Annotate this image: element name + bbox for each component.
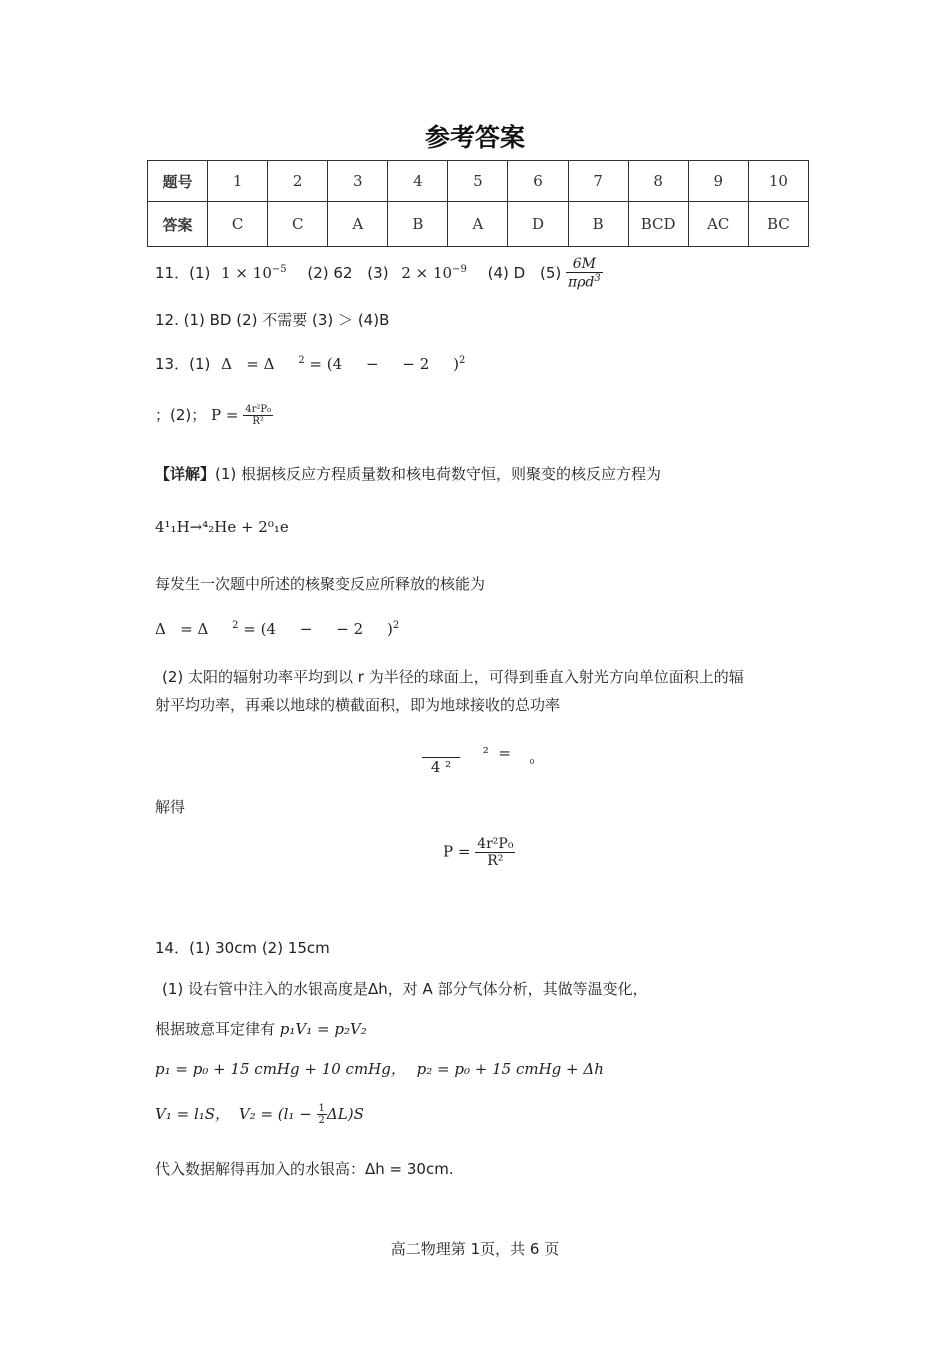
table-cell: B [388,202,448,247]
table-cell: 7 [568,161,628,202]
table-cell: A [328,202,388,247]
q13-answer: 13．(1) Δ = Δ $^2$ = (4 − − 2 )$^2$ [155,355,466,373]
q11-fraction: $\frac{6M}{\pi\rho d^3}$ [568,256,601,291]
table-header-answer: 答案 [148,202,208,247]
answer-table [147,160,809,247]
detail-line3a: (2) 太阳的辐射功率平均到以 r 为半径的球面上，可得到垂直入射光方向单位面积上的辐 [162,668,744,686]
release-energy-equation: Δ = Δ $^2$ = (4 − − 2 )$^2$ [155,620,400,638]
q14-line4: V₁ = l₁S， V₂ = (l₁ − $\frac{1}{2}$ ΔL)S [155,1103,364,1126]
q14-line2: 根据玻意耳定律有 p₁V₁ = p₂V₂ [155,1020,367,1038]
table-cell: 5 [448,161,508,202]
table-row [148,202,809,247]
power-result: P = $\frac{\text{4r²P₀}}{\text{R²}}$ [443,836,514,869]
reaction-equation: 4¹₁H→⁴₂He + 2⁰₁e [155,518,289,536]
table-cell: 1 [208,161,268,202]
table-cell: C [268,202,328,247]
table-row [148,161,809,202]
table-cell: 9 [688,161,748,202]
table-cell: C [208,202,268,247]
table-cell: 10 [748,161,808,202]
detail-line2: 每发生一次题中所述的核聚变反应所释放的核能为 [155,575,486,593]
q13-power-fraction: $\frac{\text{4r²P₀}}{\text{R²}}$ [245,404,272,427]
q11-answer: 11．(1) $1 \times 10^{-5}$ (2) 62 (3) $2 \times 10^{-9}$ (4) D (5) $\frac{6M}{\pi\rho d^3}$ [155,256,601,291]
q13-part2: ；(2)； P = $\frac{\text{4r²P₀}}{\text{R²}}$ [155,404,272,427]
solve-label: 解得 [155,798,186,816]
table-cell: 8 [628,161,688,202]
table-cell: BCD [628,202,688,247]
table-cell: 4 [388,161,448,202]
q14-line1: (1) 设右管中注入的水银高度是Δh，对 A 部分气体分析，其做等温变化， [162,980,648,998]
table-cell: AC [688,202,748,247]
detail-line1: 【详解】(1) 根据核反应方程质量数和核电荷数守恒，则聚变的核反应方程为 [155,465,662,483]
table-cell: 6 [508,161,568,202]
table-cell: 3 [328,161,388,202]
q14-answer: 14．(1) 30cm (2) 15cm [155,939,330,957]
q14-line5: 代入数据解得再加入的水银高：Δh = 30cm. [155,1160,454,1178]
page-title: 参考答案 [424,123,525,152]
table-cell: BC [748,202,808,247]
table-cell: 2 [268,161,328,202]
q14-line3: p₁ = p₀ + 15 cmHg + 10 cmHg， p₂ = p₀ + 15 cmHg + Δh [155,1060,604,1078]
page-footer: 高二物理第 1页，共 6 页 [390,1240,560,1258]
power-equation: 4 ² ² = ₀ [422,744,534,776]
table-header-number: 题号 [148,161,208,202]
table-cell: D [508,202,568,247]
table-cell: A [448,202,508,247]
q12-answer: 12. (1) BD (2) 不需要 (3) ＞ (4)B [155,311,390,329]
table-cell: B [568,202,628,247]
detail-line3b: 射平均功率，再乘以地球的横截面积，即为地球接收的总功率 [155,696,561,714]
